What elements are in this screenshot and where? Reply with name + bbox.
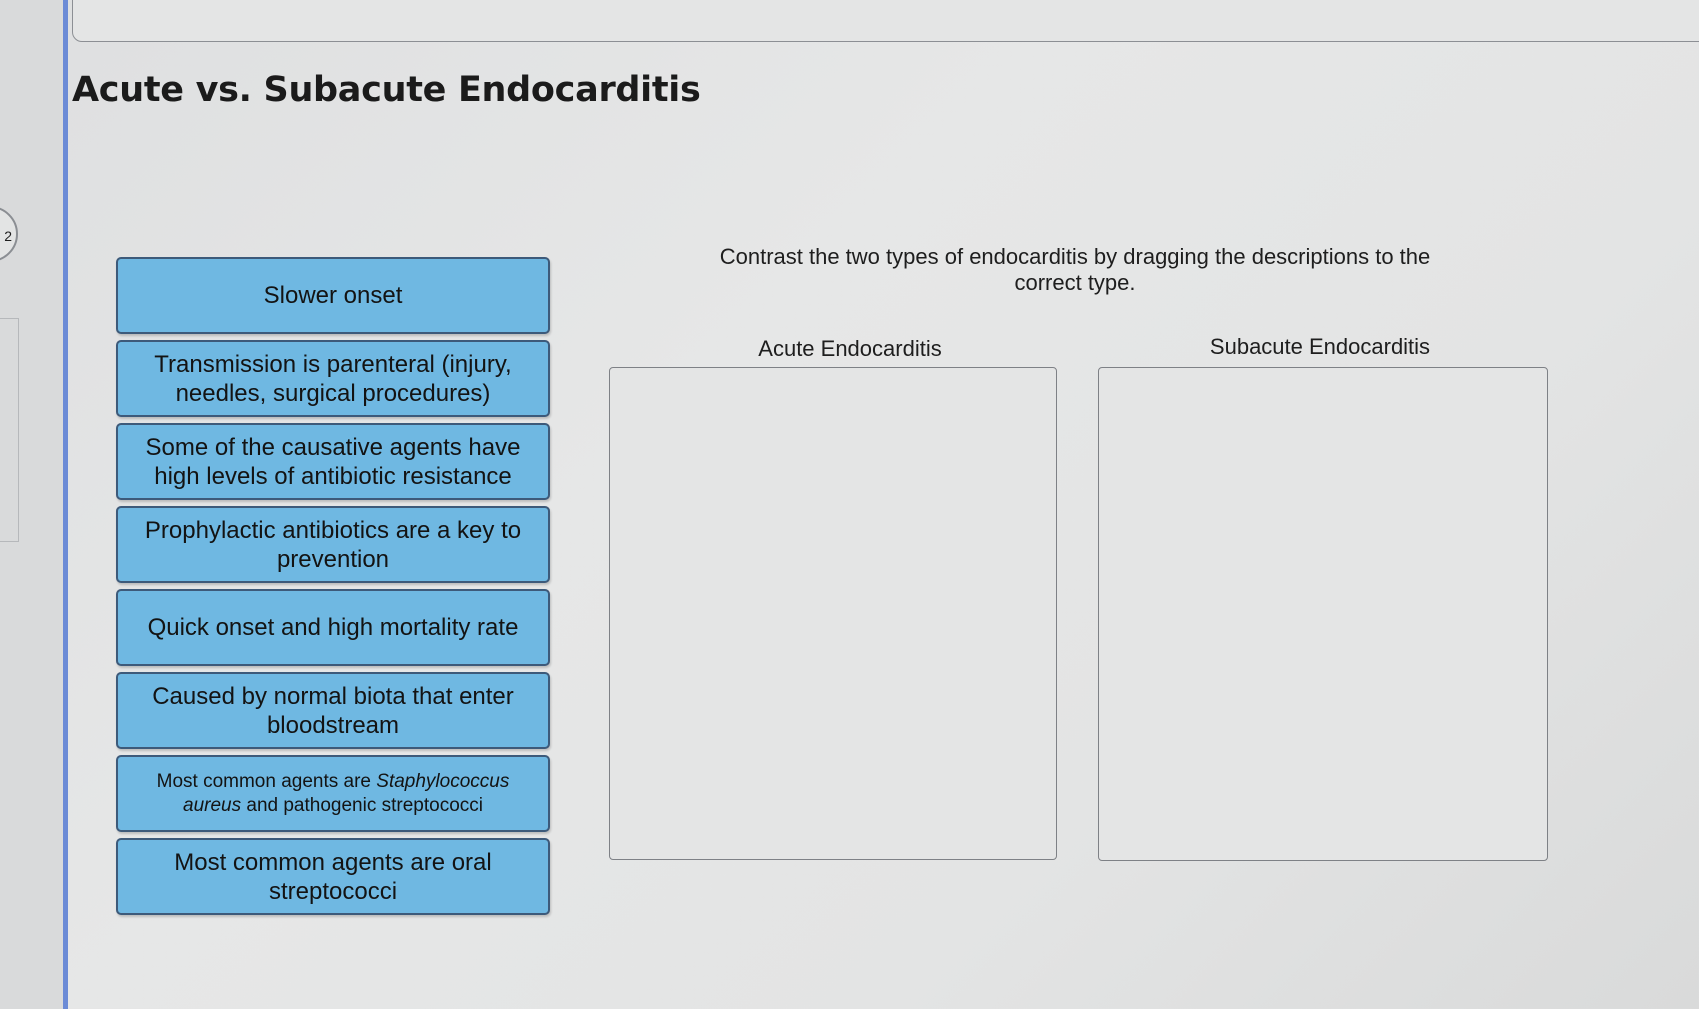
card-text: Quick onset and high mortality rate [147,614,519,641]
card-text: Caused by normal biota that enter bloodstream [152,682,514,739]
draggable-card[interactable] [116,423,550,500]
instructions-text: Contrast the two types of endocarditis by dragging the descriptions to the correct type. [719,244,1431,295]
subacute-zone-label: Subacute Endocarditis [1209,334,1431,359]
draggable-card[interactable] [116,506,550,583]
draggable-card-list [116,257,550,921]
draggable-card[interactable] [116,672,550,749]
top-panel [72,0,1699,42]
side-tab-glyph: 2 [4,228,12,244]
subacute-drop-zone[interactable] [1098,367,1548,861]
acute-drop-zone[interactable] [609,367,1057,860]
acute-zone-label: Acute Endocarditis [758,336,942,361]
page-title: Acute vs. Subacute Endocarditis [72,70,701,110]
card-text: Some of the causative agents have high levels of antibiotic resistance [145,433,521,490]
card-text: Slower onset [263,282,403,309]
card-text [134,770,532,818]
card-text: Most common agents are oral streptococci [174,848,492,905]
left-accent-rule [63,0,68,1009]
card-text: Transmission is parenteral (injury, needles, surgical procedures) [154,350,512,407]
card-text: Prophylactic antibiotics are a key to prevention [144,516,522,573]
side-bracket [0,318,19,542]
draggable-card[interactable] [116,257,550,334]
card-text-italic: Staphylococcus aureus [183,770,510,816]
draggable-card[interactable] [116,340,550,417]
card-text-part: Most common agents are [156,770,371,792]
draggable-card[interactable] [116,589,550,666]
card-text-part: and pathogenic streptococci [246,794,483,816]
draggable-card[interactable] [116,755,550,832]
draggable-card[interactable] [116,838,550,915]
